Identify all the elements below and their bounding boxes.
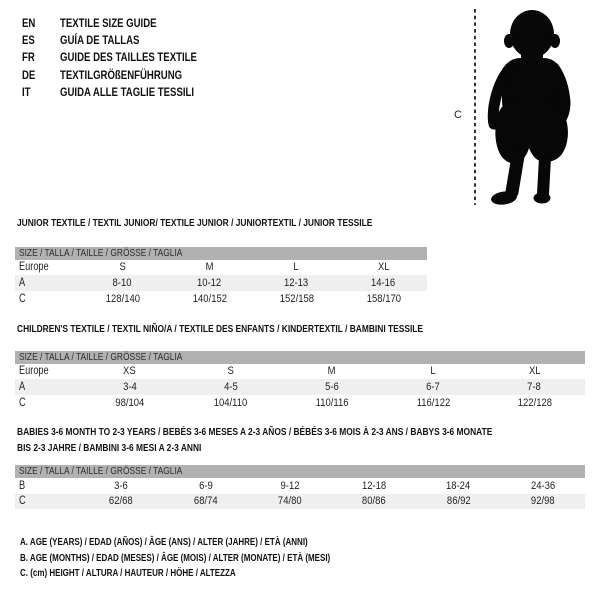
- language-label: GUIDE DES TAILLES TEXTILE: [60, 50, 197, 65]
- language-code: FR: [22, 50, 35, 65]
- language-label: GUIDA ALLE TAGLIE TESSILI: [60, 84, 195, 99]
- table-cell: 18-24: [446, 479, 471, 492]
- row-label: C: [19, 396, 26, 409]
- table-cell: 80/86: [362, 495, 386, 508]
- table-cell: 10-12: [197, 277, 222, 290]
- language-code: EN: [22, 15, 36, 30]
- size-header-bar: SIZE / TALLA / TAILLE / GRÖSSE / TAGLIA: [19, 350, 183, 363]
- table-cell: 3-4: [122, 381, 137, 394]
- table-cell: 116/122: [416, 396, 450, 409]
- table-cell: XL: [528, 365, 541, 378]
- row-label: A: [19, 381, 26, 394]
- language-code: ES: [22, 32, 35, 47]
- table-cell: 140/152: [192, 292, 227, 305]
- children-table-section: [15, 322, 585, 411]
- language-row-es: [22, 31, 231, 48]
- table-rows: [15, 364, 585, 411]
- table-cell: 7-8: [527, 381, 542, 394]
- language-label: TEXTILE SIZE GUIDE: [60, 15, 157, 30]
- table-cell: 6-9: [198, 479, 213, 492]
- table-title: JUNIOR TEXTILE / TEXTIL JUNIOR/ TEXTILE JUNIOR / JUNIORTEXTIL / JUNIOR TESSILE: [17, 217, 373, 229]
- size-header-bar: SIZE / TALLA / TAILLE / GRÖSSE / TAGLIA: [19, 246, 183, 259]
- note-height-cm: C. (cm) HEIGHT / ALTURA / HAUTEUR / HÖHE / ALTEZZA: [20, 568, 236, 580]
- language-row-de: [22, 66, 231, 83]
- table-row: [15, 494, 585, 510]
- table-cell: XL: [377, 261, 390, 274]
- table-cell: 104/110: [214, 396, 248, 409]
- table-cell: L: [293, 261, 300, 274]
- table-cell: S: [119, 261, 126, 274]
- language-row-fr: [22, 49, 231, 66]
- table-row: [15, 275, 427, 291]
- table-cell: M: [205, 261, 214, 274]
- legend-notes: [20, 537, 408, 584]
- row-label: C: [19, 495, 26, 508]
- table-rows: [15, 478, 585, 509]
- table-cell: 24-36: [530, 479, 555, 492]
- table-cell: 122/128: [517, 396, 552, 409]
- note-age-years: A. AGE (YEARS) / EDAD (AÑOS) / ÂGE (ANS) / ALTER (JAHRE) / ETÀ (ANNI): [20, 537, 308, 548]
- table-cell: 3-6: [114, 479, 128, 492]
- table-cell: 68/74: [193, 495, 218, 508]
- row-label: Europe: [19, 365, 49, 378]
- table-cell: 110/116: [315, 396, 349, 409]
- table-row: [15, 260, 427, 276]
- table-cell: 92/98: [530, 495, 555, 508]
- table-row: [15, 291, 427, 307]
- table-cell: 98/104: [115, 396, 145, 409]
- language-code: DE: [22, 67, 36, 82]
- table-cell: 14-16: [371, 277, 396, 290]
- table-cell: 12-18: [362, 479, 387, 492]
- language-list: [22, 14, 231, 100]
- table-cell: XS: [123, 365, 136, 378]
- language-code: IT: [22, 84, 31, 99]
- table-title: CHILDREN'S TEXTILE / TEXTIL NIÑO/A / TEXTILE DES ENFANTS / KINDERTEXTIL / BAMBINI TESSILE: [17, 323, 424, 335]
- junior-table-section: [15, 216, 427, 307]
- row-label: B: [19, 479, 26, 492]
- babies-table-section: [15, 425, 585, 509]
- toddler-silhouette-icon: [450, 4, 580, 212]
- language-row-it: [22, 83, 231, 100]
- table-row: [15, 379, 585, 395]
- table-cell: 86/92: [446, 495, 471, 508]
- table-rows: [15, 260, 427, 307]
- table-cell: 158/170: [366, 292, 401, 305]
- language-row-en: [22, 14, 231, 31]
- toddler-silhouette: [490, 10, 568, 206]
- table-cell: 74/80: [277, 495, 302, 508]
- table-title: BABIES 3-6 MONTH TO 2-3 YEARS / BEBÉS 3-6 MESES A 2-3 AÑOS / BÉBÉS 3-6 MOIS À 2-3 ANS / BABYS 3-6 MONATE BIS 2-3 JAHRE / BAMBINI 3-6 MESI A 2-3 ANNI: [17, 426, 493, 454]
- table-cell: 128/140: [105, 292, 140, 305]
- row-label: A: [19, 277, 26, 290]
- table-cell: S: [227, 365, 234, 378]
- table-cell: M: [328, 365, 336, 378]
- table-cell: 152/158: [279, 292, 314, 305]
- height-measure-label: C: [454, 109, 462, 121]
- row-label: C: [19, 292, 26, 305]
- table-row: [15, 364, 585, 380]
- table-cell: 5-6: [325, 381, 339, 394]
- table-row: [15, 478, 585, 494]
- row-label: Europe: [19, 261, 49, 274]
- language-label: GUÍA DE TALLAS: [60, 32, 140, 47]
- table-cell: 8-10: [113, 277, 132, 290]
- table-cell: 12-13: [284, 277, 309, 290]
- table-cell: 4-5: [223, 381, 238, 394]
- language-label: TEXTILGRÖßENFÜHRUNG: [60, 67, 183, 82]
- note-age-months: B. AGE (MONTHS) / EDAD (MESES) / ÂGE (MOIS) / ALTER (MONATE) / ETÀ (MESI): [20, 552, 331, 564]
- table-row: [15, 395, 585, 411]
- table-cell: L: [430, 365, 436, 378]
- size-header-bar: SIZE / TALLA / TAILLE / GRÖSSE / TAGLIA: [19, 465, 183, 477]
- table-cell: 9-12: [280, 479, 300, 492]
- table-cell: 62/68: [109, 495, 133, 508]
- table-cell: 6-7: [426, 381, 441, 394]
